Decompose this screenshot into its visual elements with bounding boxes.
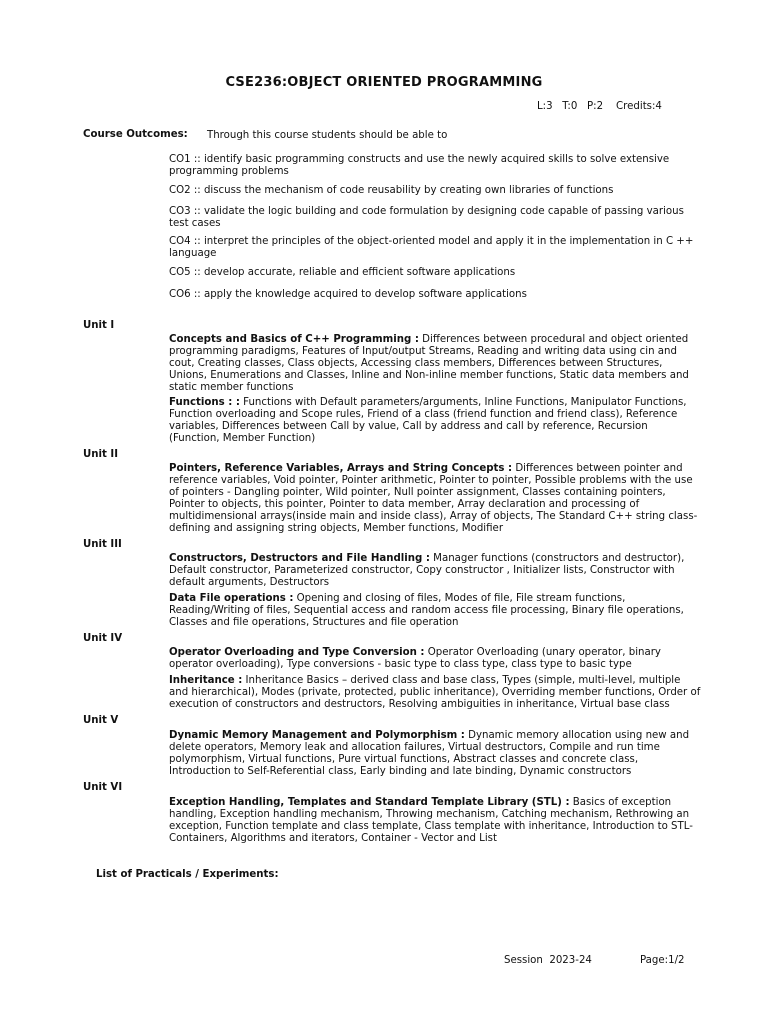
section-text: Differences between pointer and reference variables, Void pointer, Pointer arithmetic, Pointer to pointer, Possible problems with the use of pointers - Dangling pointer, Wild pointer, Null pointer assignment, Classes containing pointers, Pointer to objects, this pointer, Pointer to data member, Array declaration and processing of multidimensional arrays(inside main and inside class), Array of objects, The Standard C++ string class-defining and assigning string objects, Member functions, Modifier xyxy=(169,463,698,534)
page-number: Page:1/2 xyxy=(640,955,685,966)
section-heading: Concepts and Basics of C++ Programming : xyxy=(169,334,419,345)
unit-label: Unit V xyxy=(83,715,119,726)
section-heading: Functions : : xyxy=(169,397,240,408)
course-outcome-item: CO4 :: interpret the principles of the object-oriented model and apply it in the implementation in C ++ language xyxy=(169,236,694,259)
section-heading: Constructors, Destructors and File Handling : xyxy=(169,553,430,564)
unit-section xyxy=(169,730,701,778)
section-text: Basics of exception handling, Exception handling mechanism, Throwing mechanism, Catching mechanism, Rethrowing an exception, Function template and class template, Class template with inheritance, Introduction to STL- Containers, Algorithms and iterators, Container - Vector and List xyxy=(169,797,693,844)
unit-label: Unit VI xyxy=(83,782,123,793)
unit-label: Unit IV xyxy=(83,633,123,644)
section-heading: Dynamic Memory Management and Polymorphism : xyxy=(169,730,465,741)
section-text: Manager functions (constructors and destructor), Default constructor, Parameterized constructor, Copy constructor , Initializer lists, Constructor with default arguments, Destructors xyxy=(169,553,685,588)
unit-label: Unit II xyxy=(83,449,119,460)
course-outcome-item: CO1 :: identify basic programming constructs and use the newly acquired skills to solve extensive programming problems xyxy=(169,154,670,177)
section-text: Dynamic memory allocation using new and delete operators, Memory leak and allocation failures, Virtual destructors, Compile and run time polymorphism, Virtual functions, Pure virtual functions, Abstract classes and concrete class, Introduction to Self-Referential class, Early binding and late binding, Dynamic constructors xyxy=(169,730,690,777)
page-title: CSE236:OBJECT ORIENTED PROGRAMMING xyxy=(225,75,543,90)
course-outcome-item: CO5 :: develop accurate, reliable and efficient software applications xyxy=(169,267,516,278)
unit-section xyxy=(169,463,701,535)
course-outcome-item: CO6 :: apply the knowledge acquired to develop software applications xyxy=(169,289,527,300)
practicals-heading: List of Practicals / Experiments: xyxy=(96,869,279,880)
course-outcome-item: CO3 :: validate the logic building and code formulation by designing code capable of passing various test cases xyxy=(169,206,684,229)
section-heading: Inheritance : xyxy=(169,675,243,686)
unit-section xyxy=(169,593,701,629)
session-label: Session 2023-24 xyxy=(504,955,592,966)
section-text: Functions with Default parameters/arguments, Inline Functions, Manipulator Functions, Function overloading and Scope rules, Friend of a class (friend function and friend class), Reference variables, Differences between Call by value, Call by address and call by reference, Recursion (Function, Member Function) xyxy=(169,397,687,444)
section-heading: Data File operations : xyxy=(169,593,294,604)
unit-section xyxy=(169,675,701,711)
section-text: Opening and closing of files, Modes of file, File stream functions, Reading/Writing of files, Sequential access and random access file processing, Binary file operations, Classes and file operations, Structures and file operation xyxy=(169,593,684,628)
unit-label: Unit III xyxy=(83,539,122,550)
course-outcome-item: CO2 :: discuss the mechanism of code reusability by creating own libraries of functions xyxy=(169,185,614,196)
section-text: Operator Overloading (unary operator, binary operator overloading), Type conversions - basic type to class type, class type to basic type xyxy=(169,647,661,670)
section-heading: Operator Overloading and Type Conversion : xyxy=(169,647,425,658)
section-heading: Exception Handling, Templates and Standard Template Library (STL) : xyxy=(169,797,570,808)
section-heading: Pointers, Reference Variables, Arrays and String Concepts : xyxy=(169,463,513,474)
course-outcomes-label: Course Outcomes: xyxy=(83,129,188,140)
section-text: Inheritance Basics – derived class and base class, Types (simple, multi-level, multiple and hierarchical), Modes (private, protected, public inheritance), Overriding member functions, Order of execution of constructors and destructors, Resolving ambiguities in inheritance, Virtual base class xyxy=(169,675,701,710)
section-text: Differences between procedural and object oriented programming paradigms, Features of Input/output Streams, Reading and writing data using cin and cout, Creating classes, Class objects, Accessing class members, Differences between Structures, Unions, Enumerations and Classes, Inline and Non-inline member functions, Static data members and static member functions xyxy=(169,334,689,393)
unit-section xyxy=(169,553,701,589)
unit-section xyxy=(169,647,701,671)
course-outcomes-intro: Through this course students should be able to xyxy=(207,130,448,141)
credits-line: L:3 T:0 P:2 Credits:4 xyxy=(537,101,662,112)
unit-label: Unit I xyxy=(83,320,115,331)
unit-section xyxy=(169,397,701,445)
unit-section xyxy=(169,334,701,394)
unit-section xyxy=(169,797,701,845)
